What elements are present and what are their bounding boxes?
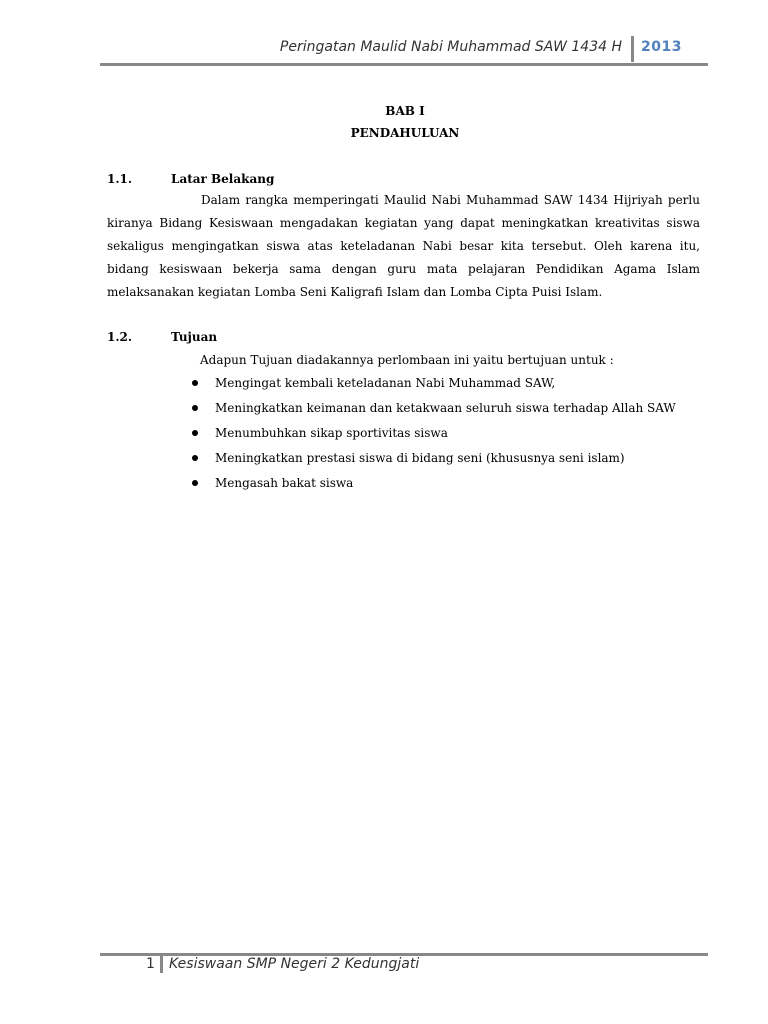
page-header [100,34,708,64]
footer-separator [160,955,163,973]
list-item: Mengasah bakat siswa [190,474,676,499]
list-item: Meningkatkan keimanan dan ketakwaan seluruh siswa terhadap Allah SAW [190,399,676,424]
bullet-icon [192,405,198,411]
list-item: Mengingat kembali keteladanan Nabi Muhammad SAW, [190,374,676,399]
section-number-1-1: 1.1. [107,172,133,186]
goals-list [190,374,676,499]
goals-intro: Adapun Tujuan diadakannya perlombaan ini yaitu bertujuan untuk : [200,353,614,367]
section-title-latar-belakang: Latar Belakang [171,172,275,186]
header-year: 2013 [641,39,682,55]
bullet-icon [192,480,198,486]
header-rule [100,63,708,66]
section-number-1-2: 1.2. [107,330,133,344]
footer-text: Kesiswaan SMP Negeri 2 Kedungjati [169,956,420,972]
background-paragraph: Dalam rangka memperingati Maulid Nabi Muhammad SAW 1434 Hijriyah perlu kiranya Bidang Kesiswaan mengadakan kegiatan yang dapat meningkatkan kreativitas siswa sekaligus mengingatkan siswa atas keteladanan Nabi besar kita tersebut. Oleh karena itu, bidang kesiswaan bekerja sama dengan guru mata pelajaran Pendidikan Agama Islam melaksanakan kegiatan Lomba Seni Kaligrafi Islam dan Lomba Cipta Puisi Islam. [107,193,700,299]
section-title-tujuan: Tujuan [171,330,218,344]
header-separator [631,36,634,62]
bullet-icon [192,455,198,461]
list-item: Meningkatkan prestasi siswa di bidang seni (khususnya seni islam) [190,449,676,474]
chapter-title: PENDAHULUAN [350,126,460,140]
list-item: Menumbuhkan sikap sportivitas siswa [190,424,676,449]
chapter-label: BAB I [385,104,425,118]
header-title: Peringatan Maulid Nabi Muhammad SAW 1434 H [279,39,622,55]
bullet-icon [192,380,198,386]
bullet-icon [192,430,198,436]
page-number: 1 [146,956,155,972]
